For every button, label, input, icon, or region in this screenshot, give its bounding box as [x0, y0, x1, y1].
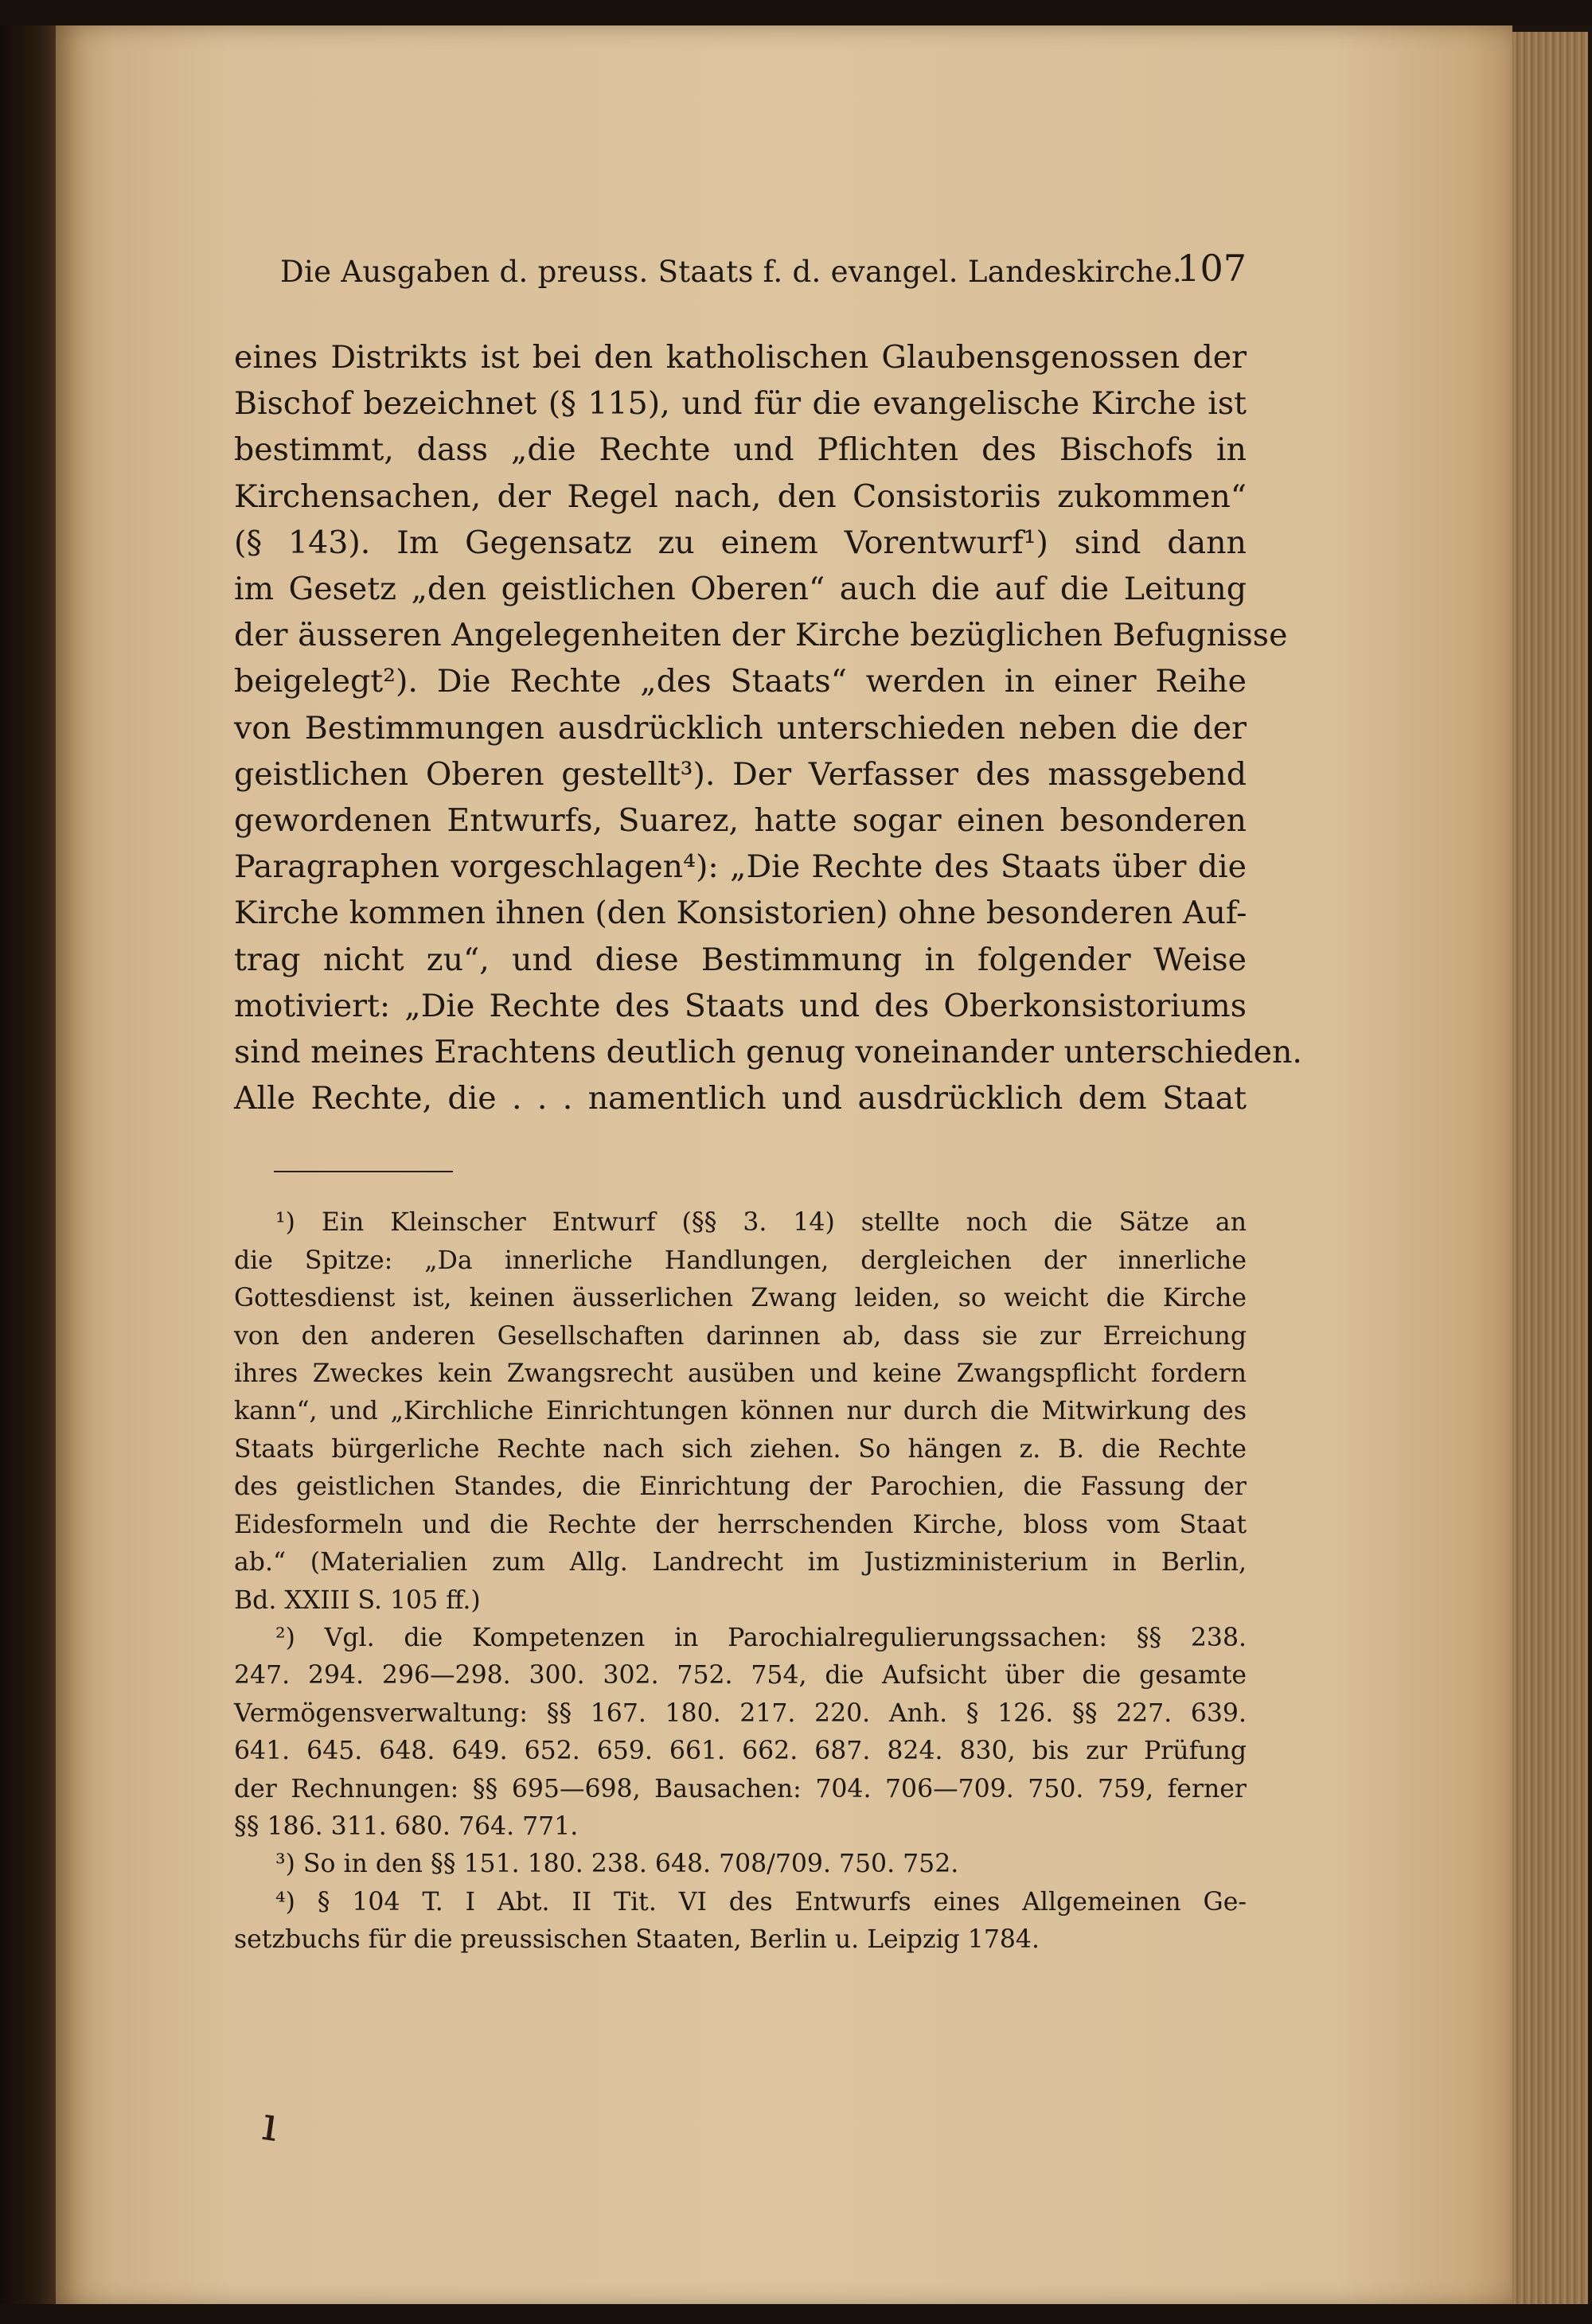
footnote-line: ²) Vgl. die Kompetenzen in Parochialregulierungssachen: §§ 238. [275, 1623, 1247, 1652]
footnotes [234, 1204, 1247, 1959]
page-edges [1512, 32, 1588, 2308]
footnote-line: Eidesformeln und die Rechte der herrschenden Kirche, bloss vom Staat [234, 1510, 1247, 1539]
footnote-line: §§ 186. 311. 680. 764. 771. [234, 1811, 579, 1841]
scan-border-top [0, 0, 1592, 25]
footnote-3 [234, 1846, 1247, 1883]
footnote-line: ab.“ (Materialien zum Allg. Landrecht im Justizministerium in Berlin, [234, 1548, 1247, 1577]
text-line: geistlichen Oberen gestellt³). Der Verfasser des massgebend [234, 755, 1247, 793]
footnote-separator [274, 1171, 453, 1172]
text-line: Kirche kommen ihnen (den Konsistorien) ohne besonderen Auf- [234, 895, 1247, 932]
text-line: eines Distrikts ist bei den katholischen Glaubensgenossen der [234, 339, 1247, 376]
footnote-line: ³) So in den §§ 151. 180. 238. 648. 708/709. 750. 752. [275, 1850, 959, 1879]
text-line: im Gesetz „den geistlichen Oberen“ auch die auf die Leitung [234, 571, 1247, 608]
footnote-line: ⁴) § 104 T. I Abt. II Tit. VI des Entwurfs eines Allgemeinen Ge- [275, 1887, 1247, 1917]
page-content [234, 239, 1302, 1959]
text-line: Paragraphen vorgeschlagen⁴): „Die Rechte des Staats über die [234, 848, 1247, 886]
text-line: gewordenen Entwurfs, Suarez, hatte sogar einen besonderen [234, 802, 1247, 840]
page-header [234, 239, 1247, 302]
page-number: 107 [1176, 247, 1247, 290]
main-text [234, 334, 1302, 1121]
text-line: bestimmt, dass „die Rechte und Pflichten des Bischofs in [234, 431, 1247, 469]
text-line: der äusseren Angelegenheiten der Kirche bezüglichen Befugnisse [234, 617, 1288, 654]
text-line: trag nicht zu“, und diese Bestimmung in folgender Weise [234, 941, 1247, 978]
footnote-line: Vermögensverwaltung: §§ 167. 180. 217. 220. Anh. § 126. §§ 227. 639. [234, 1698, 1247, 1728]
text-line: Alle Rechte, die . . . namentlich und ausdrücklich dem Staat [234, 1080, 1247, 1117]
footnote-line: die Spitze: „Da innerliche Handlungen, dergleichen der innerliche [234, 1246, 1247, 1275]
footnote-line: ¹) Ein Kleinscher Entwurf (§§ 3. 14) stellte noch die Sätze an [275, 1208, 1247, 1238]
footnote-line: 247. 294. 296—298. 300. 302. 752. 754, die Aufsicht über die gesamte [234, 1661, 1247, 1690]
running-head: Die Ausgaben d. preuss. Staats f. d. evangel. Landeskirche. [280, 255, 1182, 289]
footnote-1 [234, 1204, 1247, 1619]
ink-blot-mark: ı [259, 2096, 282, 2153]
footnote-line: Staats bürgerliche Rechte nach sich ziehen. So hängen z. B. die Rechte [234, 1434, 1247, 1464]
footnote-line: Gottesdienst ist, keinen äusserlichen Zwang leiden, so weicht die Kirche [234, 1284, 1247, 1313]
text-line: beigelegt²). Die Rechte „des Staats“ werden in einer Reihe [234, 663, 1247, 700]
footnote-line: von den anderen Gesellschaften darinnen ab, dass sie zur Erreichung [234, 1321, 1247, 1351]
footnote-line: Bd. XXIII S. 105 ff.) [234, 1585, 481, 1615]
text-line: (§ 143). Im Gegensatz zu einem Vorentwurf¹) sind dann [234, 524, 1247, 561]
footnote-line: 641. 645. 648. 649. 652. 659. 661. 662. 687. 824. 830, bis zur Prüfung [234, 1737, 1247, 1766]
text-line: von Bestimmungen ausdrücklich unterschieden neben die der [234, 709, 1247, 747]
text-line: motiviert: „Die Rechte des Staats und des Oberkonsistoriums [234, 987, 1247, 1024]
footnote-line: kann“, und „Kirchliche Einrichtungen können nur durch die Mitwirkung des [234, 1397, 1247, 1426]
footnote-line: ihres Zweckes kein Zwangsrecht ausüben und keine Zwangspflicht fordern [234, 1359, 1247, 1389]
footnote-2 [234, 1620, 1247, 1846]
footnote-4 [234, 1884, 1247, 1959]
footnote-line: des geistlichen Standes, die Einrichtung der Parochien, die Fassung der [234, 1472, 1247, 1502]
text-line: Bischof bezeichnet (§ 115), und für die evangelische Kirche ist [234, 385, 1247, 423]
text-line: Kirchensachen, der Regel nach, den Consistoriis zukommen“ [234, 478, 1247, 515]
scan-border-bottom [0, 2304, 1592, 2324]
footnote-line: setzbuchs für die preussischen Staaten, Berlin u. Leipzig 1784. [234, 1925, 1040, 1955]
text-line: sind meines Erachtens deutlich genug voneinander unterschieden. [234, 1034, 1302, 1071]
footnote-line: der Rechnungen: §§ 695—698, Bausachen: 704. 706—709. 750. 759, ferner [234, 1774, 1247, 1803]
